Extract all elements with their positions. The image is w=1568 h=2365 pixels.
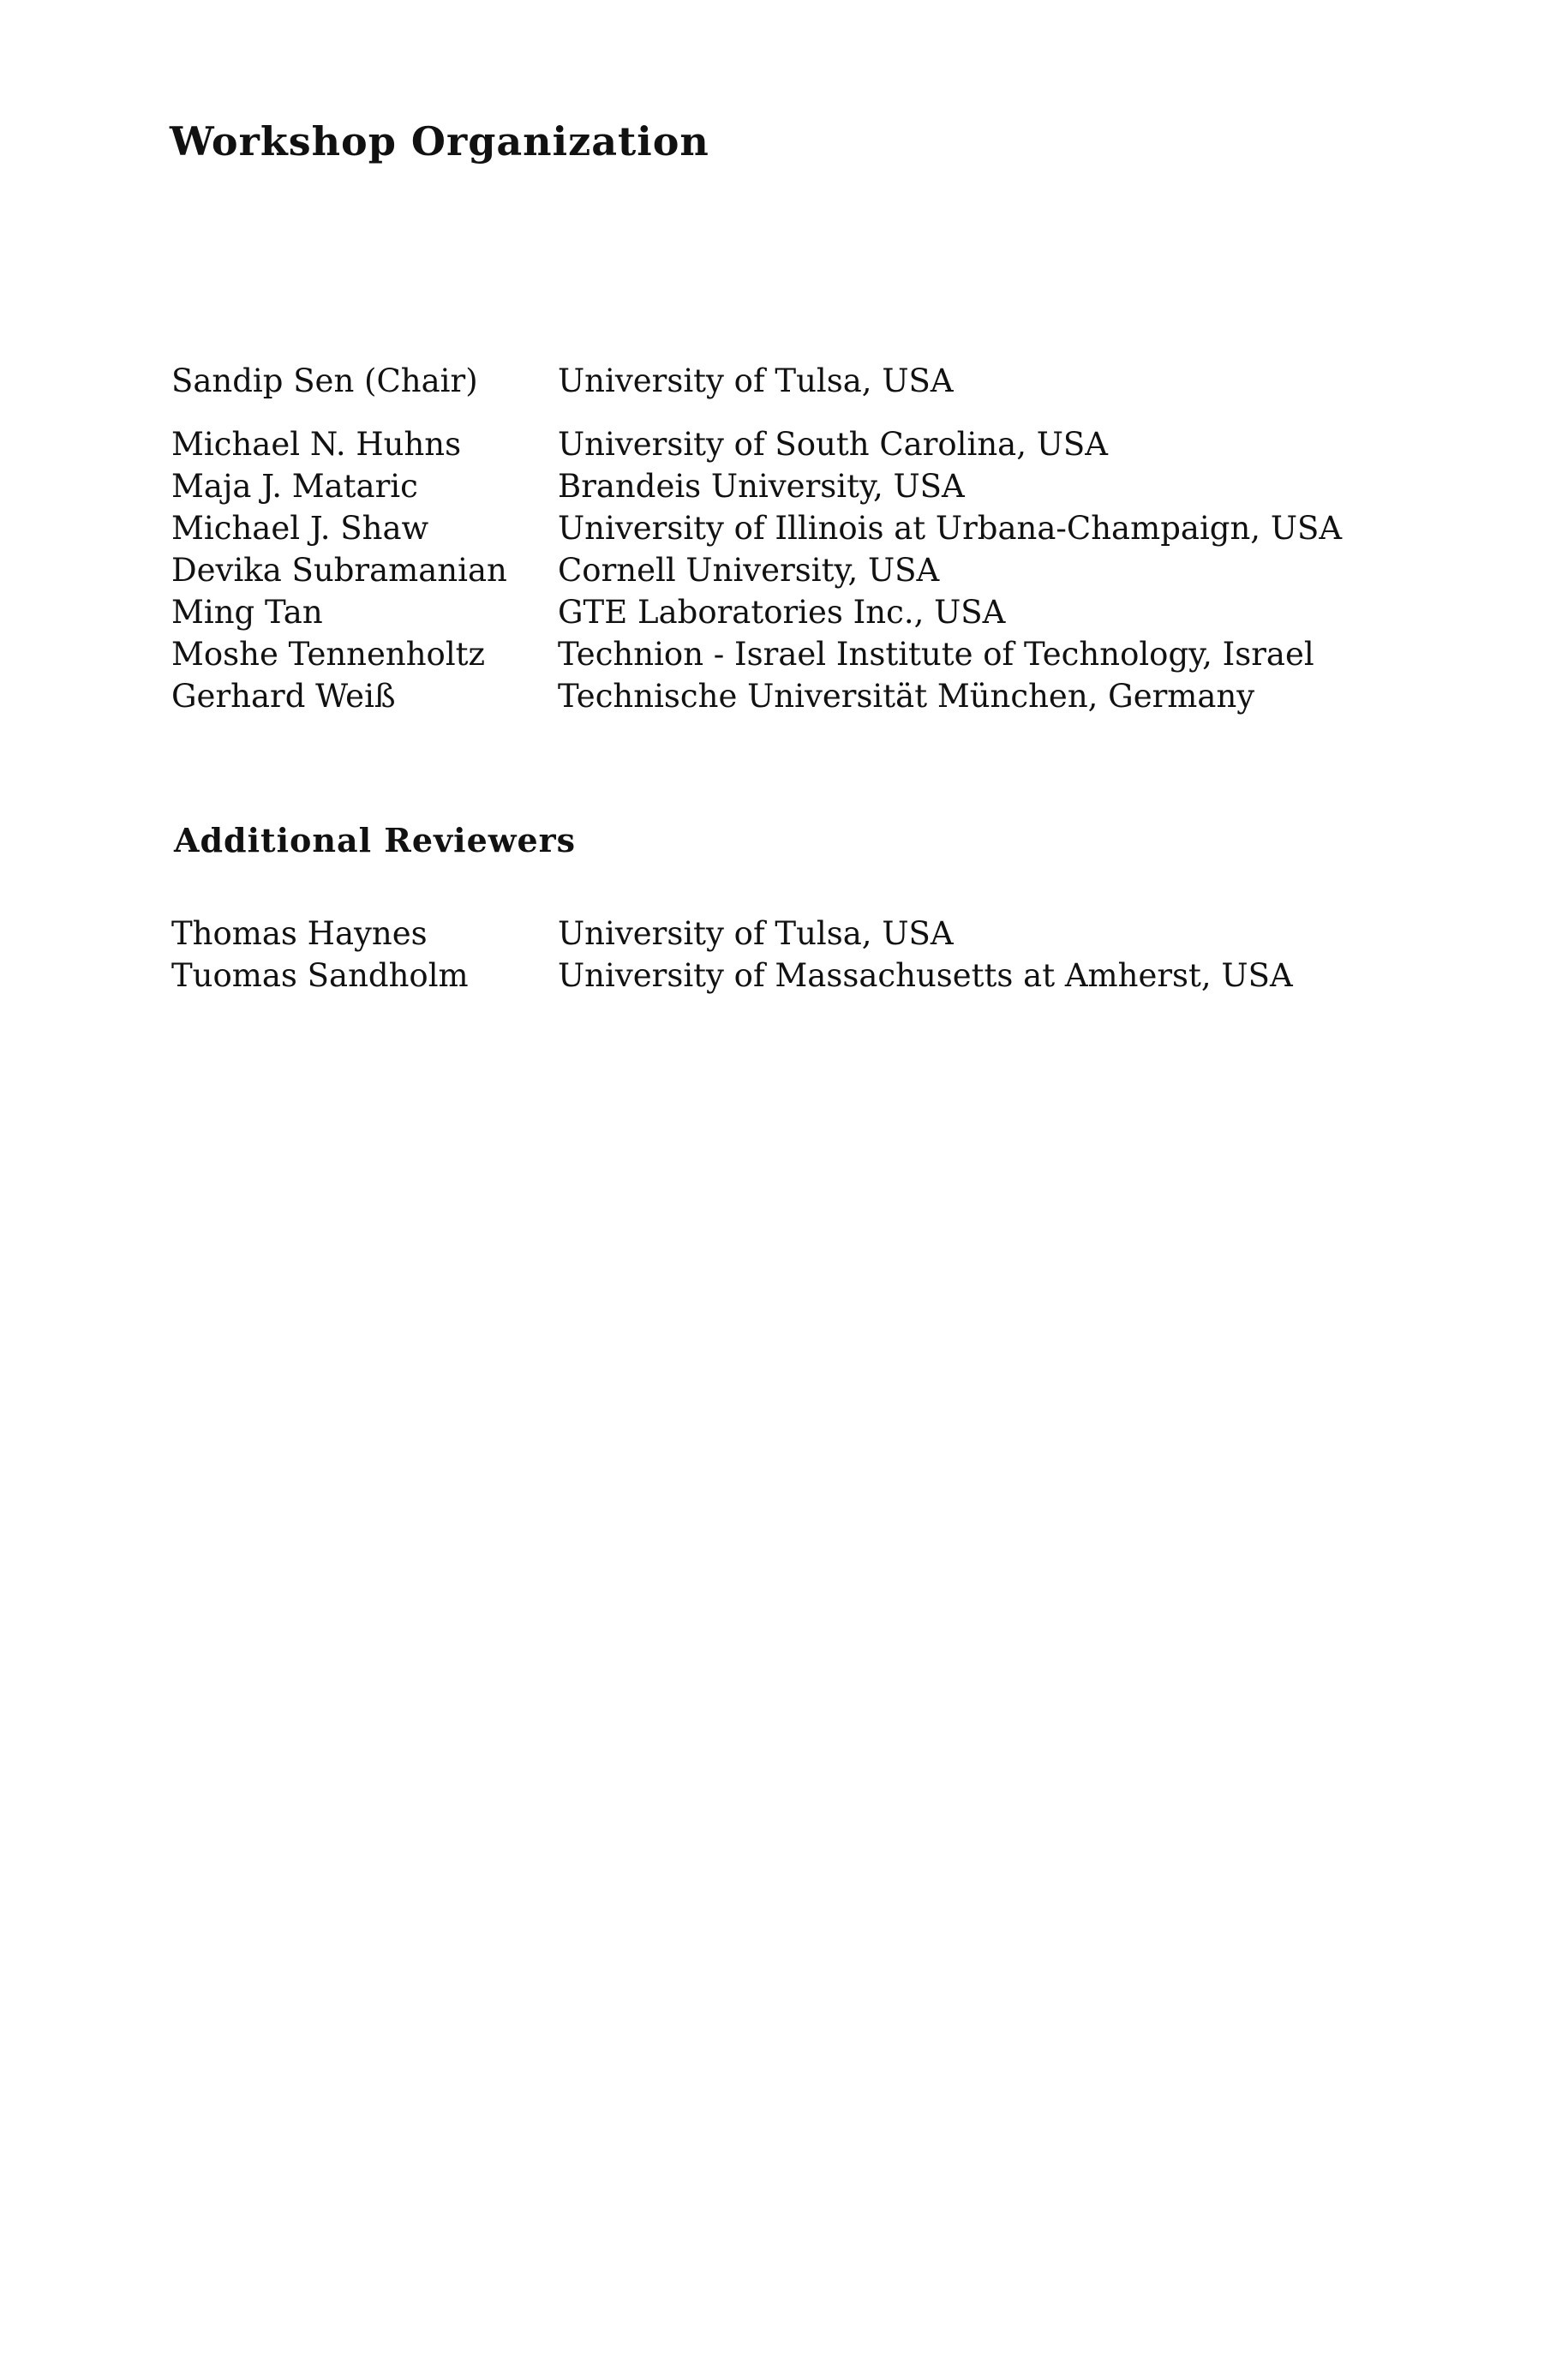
- member-name: Michael J. Shaw: [171, 510, 429, 547]
- reviewer-name: Tuomas Sandholm: [171, 957, 469, 994]
- committee-row: [0, 507, 1568, 550]
- member-name: Moshe Tennenholtz: [171, 636, 486, 673]
- member-affiliation: University of Illinois at Urbana-Champaign, USA: [558, 510, 1343, 547]
- member-affiliation: Brandeis University, USA: [558, 468, 965, 505]
- committee-row: [0, 360, 1568, 403]
- member-affiliation: Technion - Israel Institute of Technology, Israel: [558, 636, 1314, 673]
- reviewer-row: [0, 913, 1568, 955]
- member-affiliation: University of South Carolina, USA: [558, 426, 1108, 463]
- committee-row: [0, 549, 1568, 592]
- member-affiliation: University of Tulsa, USA: [558, 362, 954, 399]
- committee-row: [0, 633, 1568, 676]
- member-name: Sandip Sen (Chair): [171, 362, 478, 399]
- member-affiliation: Technische Universität München, Germany: [558, 678, 1255, 715]
- reviewer-affiliation: University of Tulsa, USA: [558, 915, 954, 952]
- reviewer-name: Thomas Haynes: [171, 915, 428, 952]
- member-name: Michael N. Huhns: [171, 426, 462, 463]
- committee-row: [0, 423, 1568, 466]
- member-name: Devika Subramanian: [171, 552, 507, 589]
- member-name: Ming Tan: [171, 594, 323, 631]
- reviewers-heading: Additional Reviewers: [174, 821, 577, 859]
- member-affiliation: Cornell University, USA: [558, 552, 940, 589]
- member-name: Gerhard Weiß: [171, 678, 396, 715]
- committee-row: [0, 465, 1568, 508]
- reviewer-affiliation: University of Massachusetts at Amherst, USA: [558, 957, 1293, 994]
- committee-row: [0, 675, 1568, 718]
- page-title: Workshop Organization: [170, 118, 709, 165]
- member-affiliation: GTE Laboratories Inc., USA: [558, 594, 1006, 631]
- member-name: Maja J. Mataric: [171, 468, 418, 505]
- reviewer-row: [0, 955, 1568, 997]
- committee-row: [0, 591, 1568, 634]
